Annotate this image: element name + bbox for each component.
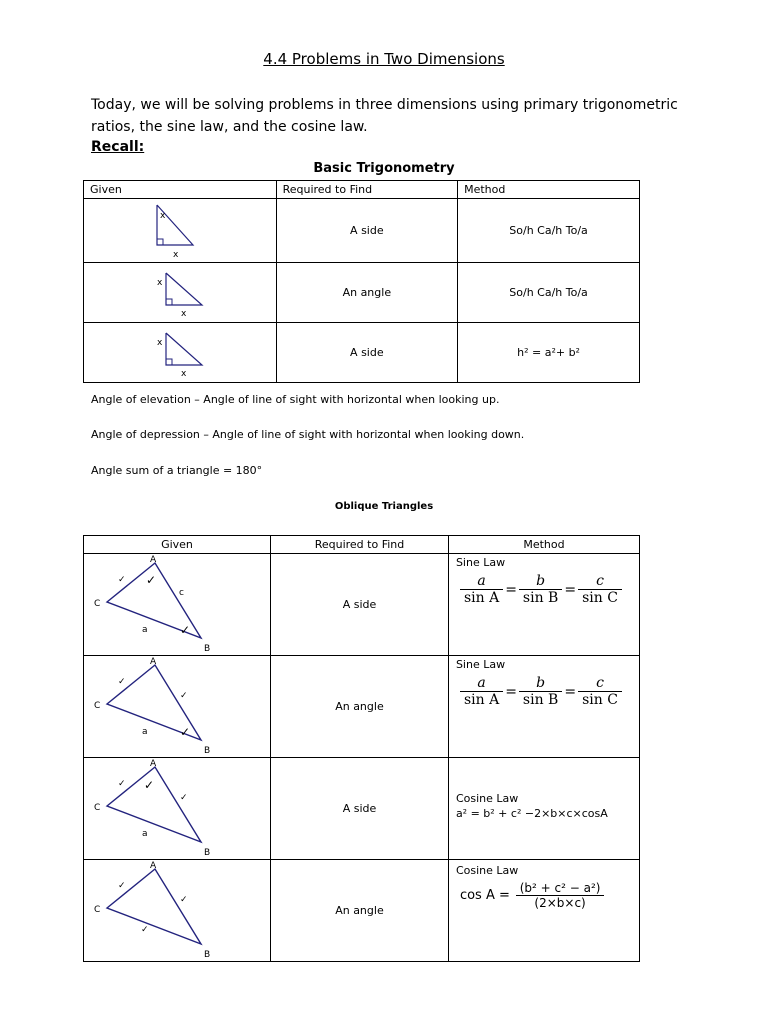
method-label: Cosine Law <box>455 864 519 877</box>
table-row <box>84 758 640 860</box>
row-find: A side <box>271 554 449 656</box>
vertex-label: B <box>204 950 211 958</box>
check-mark: ✓ <box>180 895 188 905</box>
row-method: So/h Ca/h To/a <box>458 263 640 323</box>
check-mark: ✓ <box>118 575 126 585</box>
vertex-label: C <box>94 701 101 711</box>
row-find: An angle <box>271 656 449 758</box>
oblique-triangle-diagram <box>84 860 270 958</box>
vertex-label: A <box>150 759 157 769</box>
oblique-title: Oblique Triangles <box>334 501 434 512</box>
header-required: Required to Find <box>276 181 458 199</box>
check-mark: ✓ <box>118 677 126 687</box>
oblique-triangle-figure <box>84 758 271 860</box>
oblique-triangle-figure <box>84 860 271 962</box>
row-find: An angle <box>276 263 458 323</box>
row-find: A side <box>276 323 458 383</box>
sine-law-formula: $\frac{a}{\text{sin A}}$ = $\frac{b}{\text{sin B}}$ = $\frac{c}{\text{sin C}}$ <box>460 573 639 606</box>
vertex-label: B <box>204 644 211 652</box>
oblique-table <box>83 535 640 962</box>
right-triangle-diagram <box>84 263 270 319</box>
right-triangle-figure <box>84 199 277 263</box>
check-mark: ✓ <box>180 691 188 701</box>
basic-trig-table <box>83 180 640 383</box>
header-method: Method <box>458 181 640 199</box>
check-mark: ✓ <box>180 725 191 739</box>
right-triangle-figure <box>84 263 277 323</box>
right-triangle-diagram <box>84 199 270 259</box>
vertex-label: C <box>94 905 101 915</box>
check-mark: ✓ <box>146 573 157 587</box>
vertex-label: A <box>150 861 157 871</box>
angle-sum-def: Angle sum of a triangle = 180° <box>91 464 263 477</box>
side-mark: x <box>157 338 163 348</box>
table-row <box>84 263 640 323</box>
side-label: a <box>142 829 148 839</box>
vertex-label: C <box>94 803 101 813</box>
table-row <box>84 323 640 383</box>
side-mark: x <box>173 250 179 259</box>
angle-depression-def: Angle of depression – Angle of line of sight with horizontal when looking down. <box>91 428 525 441</box>
oblique-triangle-figure <box>84 554 271 656</box>
vertex-label: C <box>94 599 101 609</box>
check-mark: ✓ <box>118 881 126 891</box>
oblique-triangle-figure <box>84 656 271 758</box>
intro-text: Today, we will be solving problems in three dimensions using primary trigonometric ratios, the sine law, and the cosine law. <box>91 97 678 135</box>
table-row <box>84 656 640 758</box>
header-given: Given <box>84 181 277 199</box>
angle-elevation-def: Angle of elevation – Angle of line of sight with horizontal when looking up. <box>91 393 500 406</box>
side-label: c <box>179 588 184 598</box>
vertex-label: B <box>204 746 211 754</box>
page-title: 4.4 Problems in Two Dimensions <box>263 50 505 68</box>
vertex-label: A <box>150 555 157 565</box>
header-method: Method <box>448 536 639 554</box>
vertex-label: B <box>204 848 211 856</box>
recall-heading: Recall: <box>91 139 145 155</box>
oblique-triangle-diagram <box>84 656 270 754</box>
side-mark: x <box>157 278 163 288</box>
row-find: A side <box>271 758 449 860</box>
row-method: h² = a²+ b² <box>458 323 640 383</box>
oblique-triangle-diagram <box>84 758 270 856</box>
check-mark: ✓ <box>141 925 149 935</box>
side-mark: x <box>181 309 187 319</box>
sine-law-formula: $\frac{a}{\text{sin A}}$ = $\frac{b}{\text{sin B}}$ = $\frac{c}{\text{sin C}}$ <box>460 675 639 708</box>
side-label: a <box>142 727 148 737</box>
side-label: a <box>142 625 148 635</box>
header-given: Given <box>84 536 271 554</box>
row-find: An angle <box>271 860 449 962</box>
row-method: So/h Ca/h To/a <box>458 199 640 263</box>
right-triangle-diagram <box>84 323 270 379</box>
method-label: Cosine Law <box>455 792 519 805</box>
vertex-label: A <box>150 657 157 667</box>
check-mark: ✓ <box>118 779 126 789</box>
check-mark: ✓ <box>180 793 188 803</box>
method-label: Sine Law <box>455 556 506 569</box>
table-row <box>84 860 640 962</box>
right-triangle-figure <box>84 323 277 383</box>
side-mark: x <box>181 369 187 379</box>
check-mark: ✓ <box>144 778 155 792</box>
side-mark: x <box>160 211 166 221</box>
method-label: Sine Law <box>455 658 506 671</box>
cos-angle-formula: cos A = $\frac{\text{(b² + c² − a²)}}{(2\times b\times c)}$ <box>458 881 639 910</box>
table-row <box>84 199 640 263</box>
table-row <box>84 554 640 656</box>
row-find: A side <box>276 199 458 263</box>
basic-trig-title: Basic Trigonometry <box>313 161 455 176</box>
header-required: Required to Find <box>271 536 449 554</box>
cosine-law-formula: a² = b² + c² −2×b×c×cosA <box>455 807 608 820</box>
check-mark: ✓ <box>180 623 191 637</box>
oblique-triangle-diagram <box>84 554 270 652</box>
